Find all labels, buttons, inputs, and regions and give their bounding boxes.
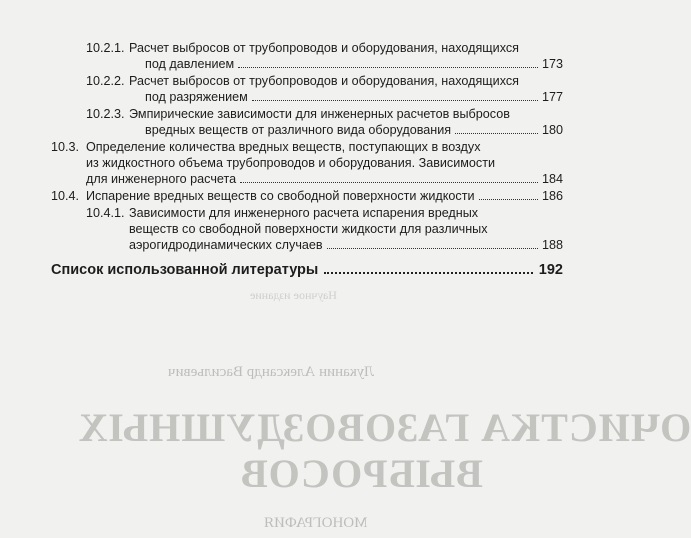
toc-entry-number: 10.2.1. <box>86 41 125 55</box>
show-through-text: ОЧИСТКА ГАЗОВОЗДУШНЫХ <box>78 405 691 450</box>
toc-entry-number: 10.4.1. <box>86 206 125 220</box>
toc-entry-last-line <box>129 237 563 253</box>
toc-page-number: 180 <box>541 123 563 137</box>
toc-entry-last-line <box>86 188 563 204</box>
toc-entry-title-line-1: Зависимости для инженерного расчета испарения вредных <box>129 206 479 220</box>
toc-entry-last-line <box>145 89 563 105</box>
toc-entry-number: 10.2.2. <box>86 74 125 88</box>
show-through-text: МОНОГРАФИЯ <box>264 515 368 531</box>
toc-entry-title-line-1: Эмпирические зависимости для инженерных расчетов выбросов <box>129 107 510 121</box>
toc-page-number: 173 <box>541 57 563 71</box>
toc-entry-number: 10.4. <box>51 189 80 203</box>
toc-entry-title-line-1: Расчет выбросов от трубопроводов и оборудования, находящихся <box>129 41 519 55</box>
toc-entry-last-line <box>86 171 563 187</box>
toc-entry-title-line-2: под давлением <box>145 57 235 71</box>
toc-entry-last-line <box>145 56 563 72</box>
toc-entry-number: 10.2.3. <box>86 107 125 121</box>
toc-entry-title-line-3: аэрогидродинамических случаев <box>129 238 323 252</box>
toc-entry-title-line-2: веществ со свободной поверхности жидкости для различных <box>129 222 488 236</box>
toc-entry-title-line-3: для инженерного расчета <box>86 172 237 186</box>
toc-entry-title-line-2: из жидкостного объема трубопроводов и оборудования. Зависимости <box>86 156 496 170</box>
toc-entry-title-line-2: вредных веществ от различного вида оборудования <box>145 123 452 137</box>
toc-entry-number: 10.3. <box>51 140 80 154</box>
dot-leader <box>455 132 538 134</box>
toc-entry-title-line-2: под разряжением <box>145 90 248 104</box>
dot-leader <box>238 66 538 68</box>
dot-leader <box>324 271 532 274</box>
toc-page-number: 184 <box>541 172 563 186</box>
toc-entry-bibliography <box>51 262 563 278</box>
toc-page-number: 177 <box>541 90 563 104</box>
show-through-text: ВЫБРОСОВ <box>240 451 483 496</box>
show-through-text: Луканин Александр Васильевич <box>168 364 375 380</box>
toc-entry-title-line-1: Испарение вредных веществ со свободной поверхности жидкости <box>86 189 475 203</box>
dot-leader <box>240 181 538 183</box>
toc-entry-last-line <box>145 122 563 138</box>
toc-entry-title-line-1: Определение количества вредных веществ, поступающих в воздух <box>86 140 481 154</box>
show-through-text: Научное издание <box>250 288 337 302</box>
toc-page-number: 192 <box>538 262 563 278</box>
toc-entry-title-line-1: Расчет выбросов от трубопроводов и оборудования, находящихся <box>129 74 519 88</box>
dot-leader <box>252 99 538 101</box>
dot-leader <box>327 247 538 249</box>
toc-page-number: 186 <box>541 189 563 203</box>
toc-entry-title: Список использованной литературы <box>51 262 319 278</box>
toc-page-number: 188 <box>541 238 563 252</box>
dot-leader <box>479 198 538 200</box>
